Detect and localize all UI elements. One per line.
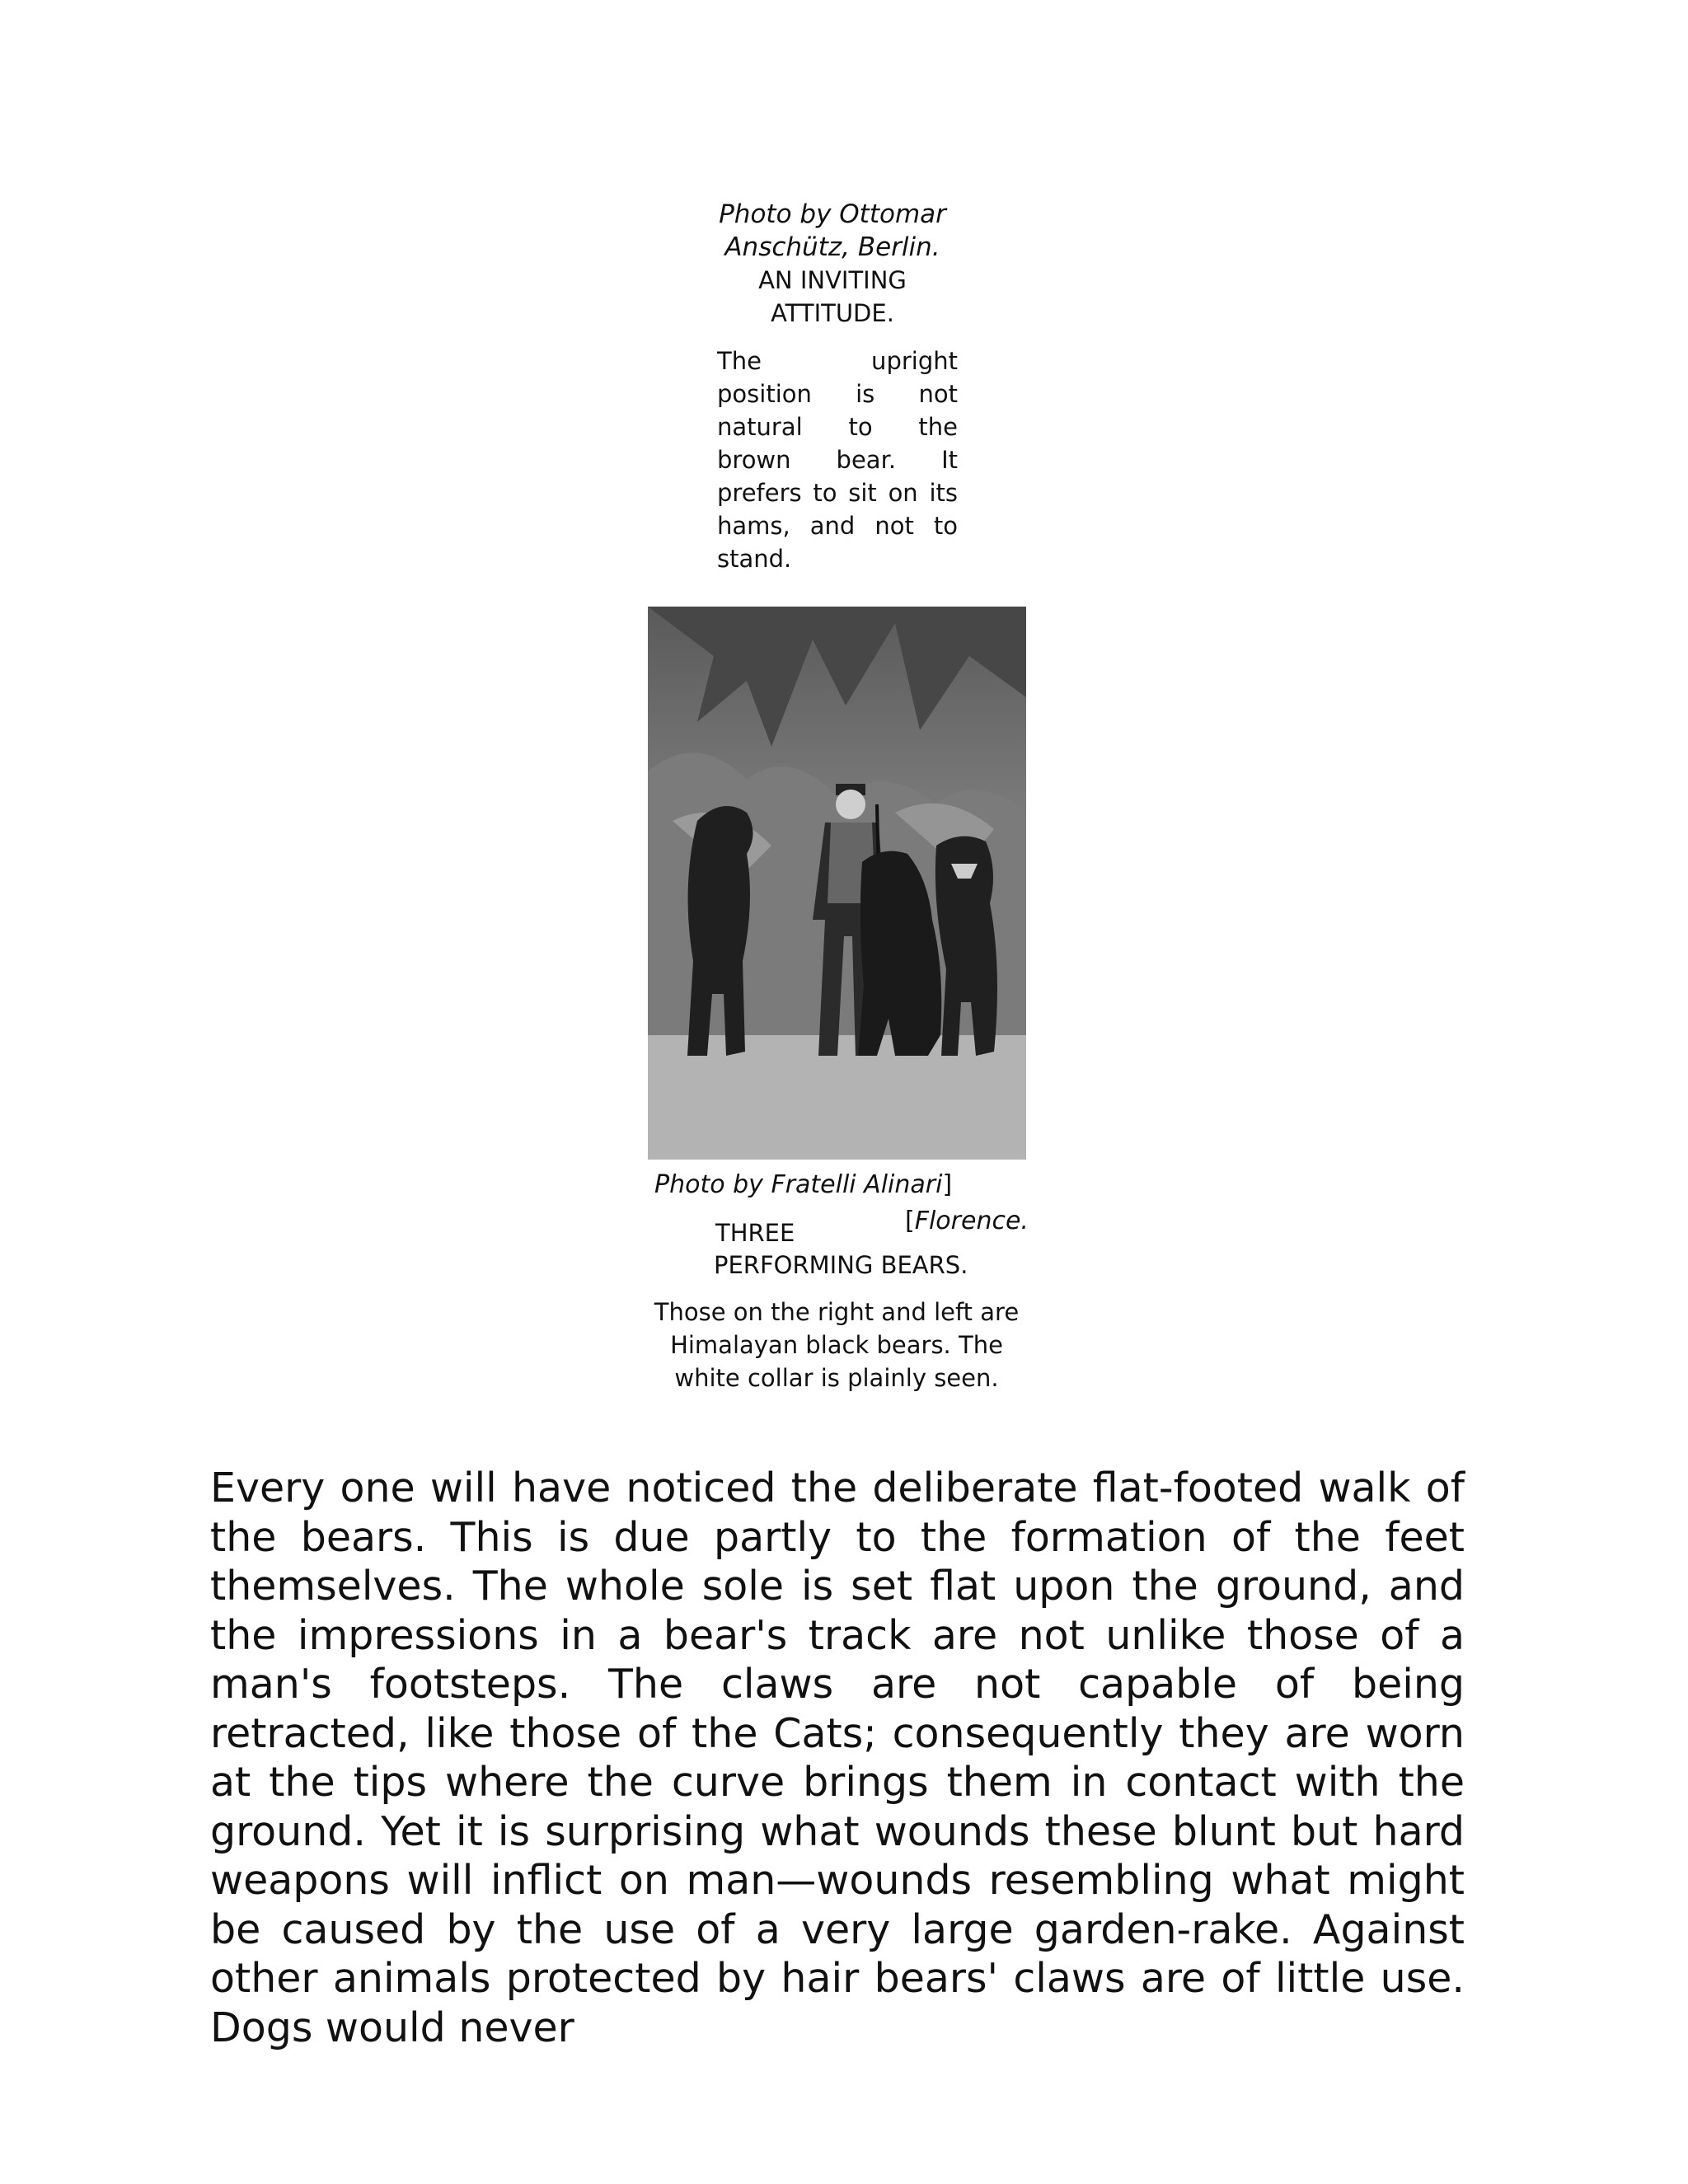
figure2-caption-description: Those on the right and left are Himalayan black bears. The white collar is plainly seen. xyxy=(654,1298,1020,1392)
figure2-photo-credit-location xyxy=(905,1205,1029,1238)
figure1-photo-credit: Photo by Ottomar Anschütz, Berlin. xyxy=(719,199,946,262)
figure2-credit-open-bracket: [ xyxy=(905,1207,915,1235)
performing-bears-illustration xyxy=(648,607,1026,1160)
figure2-photo-credit-photographer xyxy=(654,1169,952,1202)
body-paragraph: Every one will have noticed the deliberate flat-footed walk of the bears. This is due partly to the formation of the feet themselves. The whole sole is set flat upon the ground, and the impressions in a bear's track are not unlike those of a man's footsteps. The claws are not capable of being retracted, like those of the Cats; consequently they are worn at the tips where the curve brings them in contact with the ground. Yet it is surprising what wounds these blunt but hard weapons will inflict on man—wounds resembling what might be caused by the use of a very large garden-rake. Against other animals protected by hair bears' claws are of little use. Dogs would never xyxy=(210,1465,1465,2051)
figure1-caption-title: AN INVITING ATTITUDE. xyxy=(758,266,907,327)
figure2-credit-location-text: Florence. xyxy=(914,1207,1029,1235)
figure2-credit-close-bracket: ] xyxy=(942,1170,953,1199)
figure2-caption-title-line1: THREE xyxy=(715,1219,795,1247)
figure1-caption-description: The upright position is not natural to the brown bear. It prefers to sit on its hams, and not to stand. xyxy=(717,347,958,573)
figure2-credit-photographer-text: Photo by Fratelli Alinari xyxy=(654,1170,943,1199)
figure2-caption-title-line2: PERFORMING BEARS. xyxy=(714,1251,968,1279)
performing-bears-photo xyxy=(648,607,1026,1160)
